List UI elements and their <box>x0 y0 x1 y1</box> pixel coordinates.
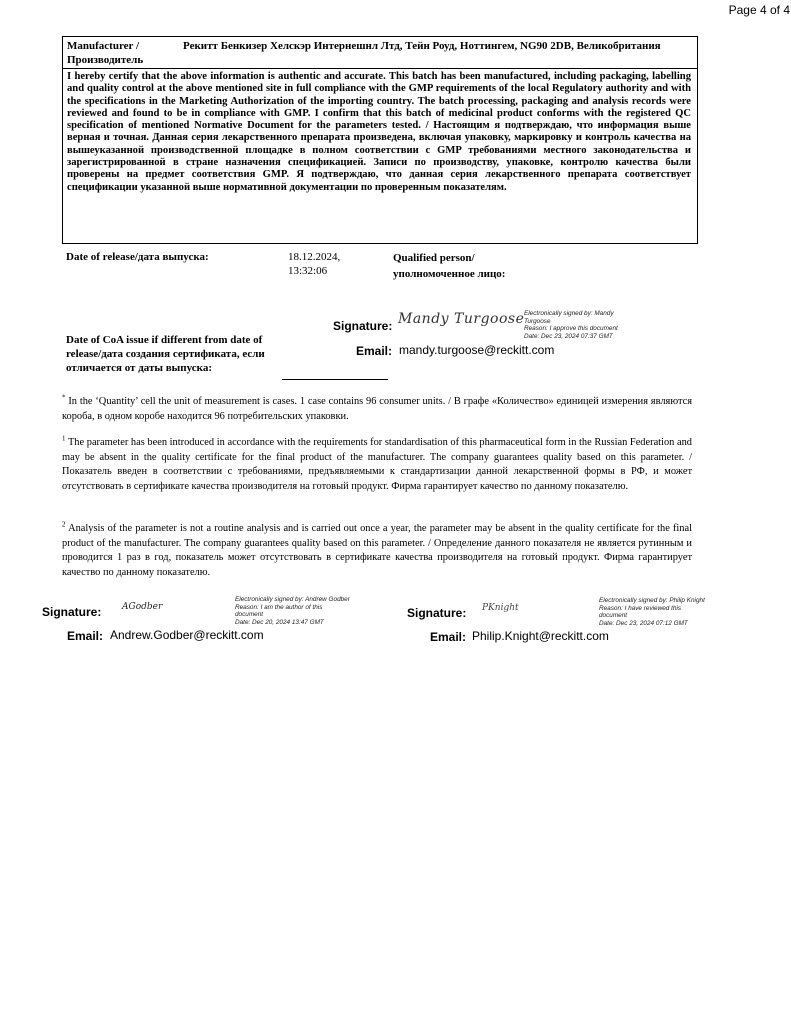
signer1-esig-line4: Date: Dec 20, 2024 13:47 GMT <box>235 618 324 626</box>
qp-label-line2: уполномоченное лицо: <box>393 268 506 280</box>
manufacturer-label: Manufacturer / Производитель <box>67 40 144 66</box>
signer1-signature-label: Signature: <box>42 605 102 619</box>
signer1-esig-line2: Reason: I am the author of this <box>235 603 323 611</box>
release-date-value <box>288 250 340 278</box>
coa-date-label: Date of CoA issue if different from date of release/дата создания сертификата, если отличается от даты выпуска: <box>66 334 265 374</box>
release-time: 13:32:06 <box>288 265 328 277</box>
qp-esig-line2: Turgoose <box>524 317 551 325</box>
footnote-1-mark: 1 <box>62 434 66 443</box>
qp-label-line1: Qualified person/ <box>393 252 475 264</box>
footnote-2-mark: 2 <box>62 520 66 529</box>
coa-date-line <box>282 379 388 380</box>
qp-signature-label: Signature: <box>333 319 393 333</box>
footnote-1-text: The parameter has been introduced in accordance with the requirements for standardisation of this pharmaceutical form in the Russian Federation and may be absent in the quality certificate for the final product of the manufacturer. The company guarantees quality based on this parameter. / Показатель введен в соответствии с требованиями, предъявляемыми к стандартизации данной лекарственной формы в РФ, и может отсутствовать в сертификате качества производителя на готовый продукт. Фирма гарантирует качество по данному показателю. <box>62 437 692 492</box>
qualified-person-label <box>393 250 505 282</box>
page-number: Page 4 of 4 <box>728 3 790 17</box>
signer1-esig-line1: Electronically signed by: Andrew Godber <box>235 596 350 603</box>
signer2-signature-label: Signature: <box>407 606 467 620</box>
signer2-email-label: Email: <box>430 630 467 644</box>
release-date-label: Date of release/дата выпуска: <box>66 251 209 263</box>
qp-email: mandy.turgoose@reckitt.com <box>399 343 555 357</box>
qp-signature-script: Mandy Turgoose <box>398 311 525 327</box>
signer2-esignature-note <box>599 597 749 627</box>
qp-esig-line4: Date: Dec 23, 2024 07:37 GMT <box>524 332 613 340</box>
manufacturer-value: Рекитт Бенкизер Хелскэр Интернешнл Лтд, Тейн Роуд, Ноттингем, NG90 2DB, Великобритания <box>183 40 661 52</box>
signer2-esig-line2: Reason: I have reviewed this <box>599 604 682 612</box>
signer1-email: Andrew.Godber@reckitt.com <box>110 628 264 642</box>
footnote-2-text: Analysis of the parameter is not a routine analysis and is carried out once a year, the parameter may be absent in the quality certificate for the final product of the manufacturer. The company guarantees quality based on this parameter. / Определение данного показателя не является рутинным и проводится 1 раз в год, показатель может отсутствовать в сертификате качества производителя на готовый продукт. Фирма гарантирует качество по данному показателю. <box>62 523 692 578</box>
footnote-2 <box>62 522 692 580</box>
release-date: 18.12.2024, <box>288 251 341 263</box>
footnote-quantity-text: In the ‘Quantity’ cell the unit of measurement is cases. 1 case contains 96 consumer units. / В графе «Количество» единицей измерения являются короба, в одном коробе находится 96 потребительских упаковки. <box>62 396 693 422</box>
signer1-email-label: Email: <box>67 629 104 643</box>
signer1-signature-script: AGodber <box>122 602 163 612</box>
signer2-signature-script: PKnight <box>482 603 519 613</box>
certification-box <box>62 68 698 244</box>
signer1-esignature-note <box>235 596 385 626</box>
certification-text: I hereby certify that the above information is authentic and accurate. This batch has been manufactured, including packaging, labelling and quality control at the above mentioned site in full compliance with the GMP requirements of the local Regulatory authority and with the specifications in the Marketing Authorization of the importing country. The batch processing, packaging and analysis records were reviewed and found to be in compliance with GMP. I confirm that this batch of medicinal product conforms with the registered QC specification of mentioned Normative Document for the parameters tested. / Настоящим я подтверждаю, что информация выше верная и точная. Данная серия лекарственного препарата произведена, включая упаковку, маркировку и контроль качества на вышеуказанной производственной площадке в полном соответствии с GMP требованиями местного законодательства и зарегистрированной в стране назначения спецификацией. Записи по производству, упаковке, контролю качества были проверены на предмет соответствия GMP. Я подтверждаю, что данная серия лекарственного препарата соответствует спецификации указанной выше нормативной документации по проверенным показателям. <box>67 71 691 193</box>
qp-email-label: Email: <box>356 344 393 358</box>
signer2-esig-line1: Electronically signed by: Philip Knight <box>599 597 705 604</box>
footnote-1 <box>62 436 692 494</box>
footnote-asterisk: * <box>62 393 66 402</box>
signer1-esig-line3: document <box>235 611 264 618</box>
qp-esig-line3: Reason: I approve this document <box>524 325 618 332</box>
signer2-esig-line3: document <box>599 612 628 619</box>
footnote-quantity <box>62 395 692 424</box>
qp-esig-line1: Electronically signed by: Mandy <box>524 310 614 317</box>
signer2-email: Philip.Knight@reckitt.com <box>472 629 609 643</box>
qp-esignature-note <box>524 310 674 340</box>
manufacturer-row <box>62 36 698 69</box>
signer2-esig-line4: Date: Dec 23, 2024 07:12 GMT <box>599 619 688 627</box>
